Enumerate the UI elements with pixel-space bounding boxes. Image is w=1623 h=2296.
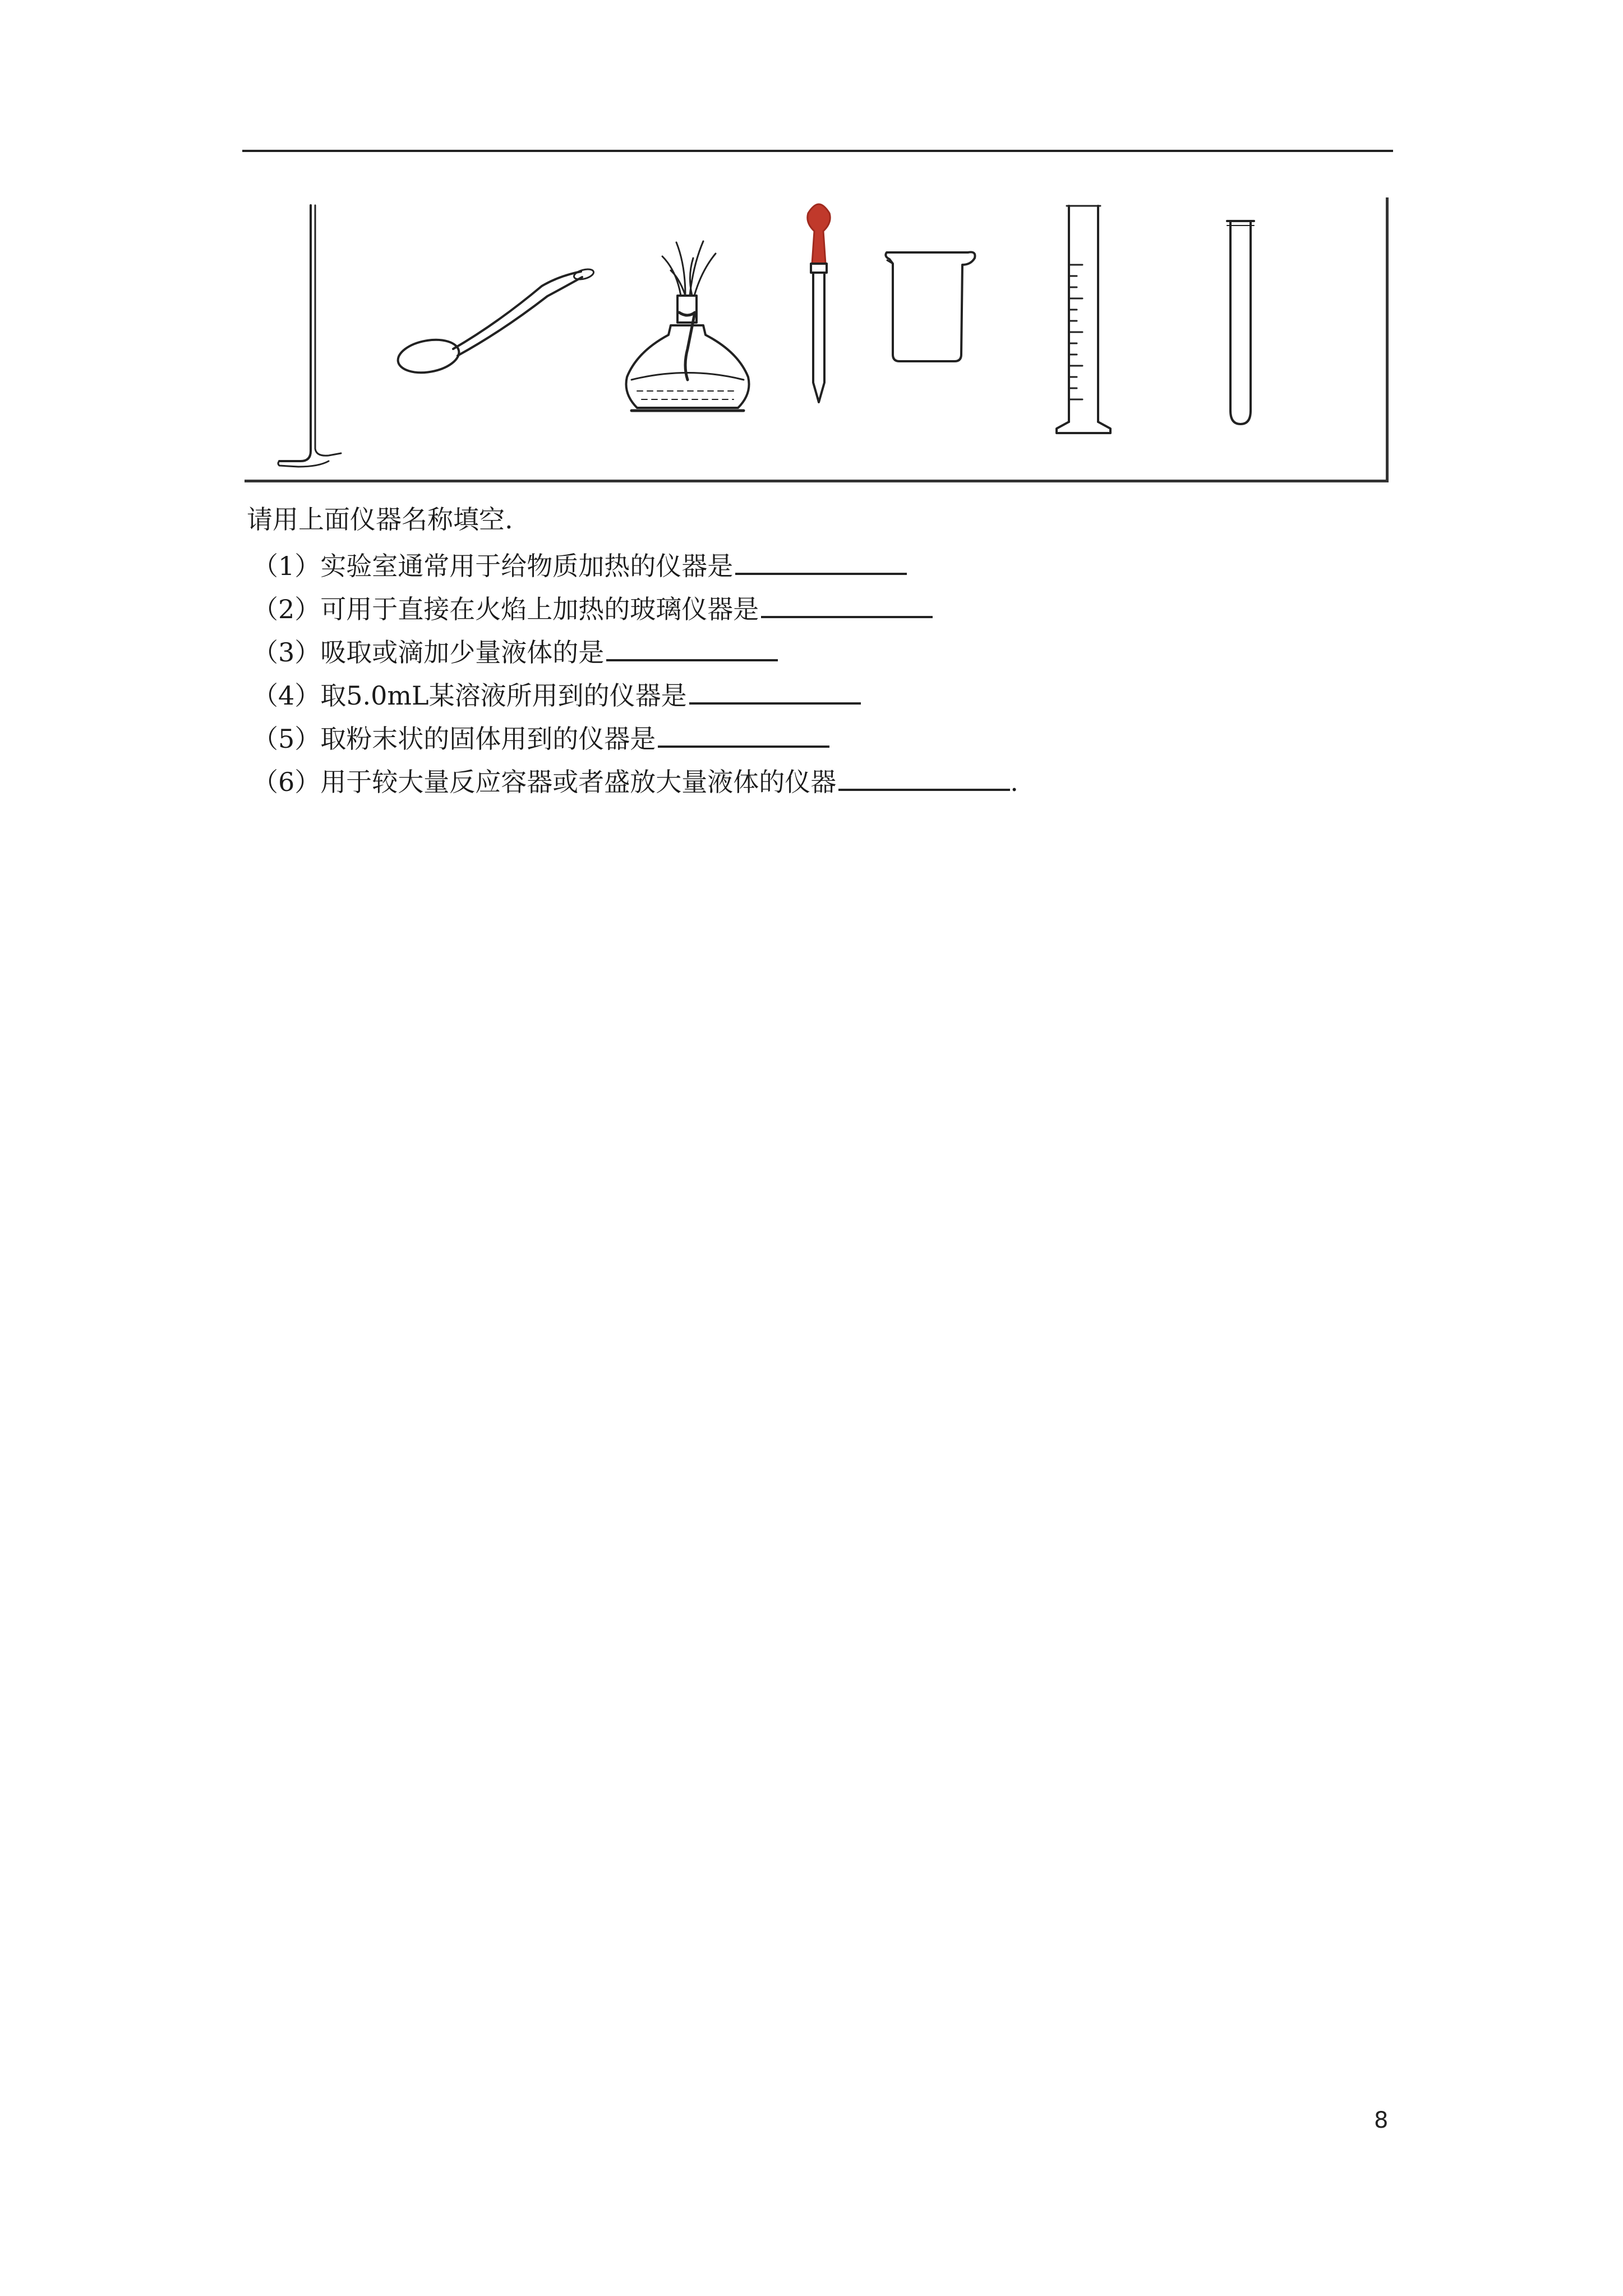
question-number: （3） [252,637,321,668]
dropper-icon [808,204,830,402]
question-number: （6） [252,767,321,797]
header-rule [242,150,1393,152]
apparatus-figure [245,197,1389,482]
answer-blank[interactable] [658,714,829,748]
answer-blank[interactable] [606,628,778,661]
question-number: （5） [252,724,321,754]
medicine-spoon-icon [395,268,594,378]
question-4 [247,671,1391,714]
question-number: （2） [252,594,321,624]
alcohol-lamp-icon [626,241,749,411]
question-2 [247,585,1391,628]
question-text: 可用于直接在火焰上加热的玻璃仪器是 [320,594,759,624]
question-5 [247,714,1391,757]
graduated-cylinder-icon [1057,206,1110,433]
question-suffix: . [1010,767,1018,797]
answer-blank[interactable] [761,585,933,618]
test-tube-icon [1227,221,1254,424]
question-number: （4） [252,680,321,711]
instruction: 请用上面仪器名称填空. [247,504,513,535]
question-1 [247,541,1391,585]
exercise-text [247,498,1391,800]
glass-rod-icon [278,205,341,467]
answer-blank[interactable] [838,757,1010,791]
question-text: 用于较大量反应容器或者盛放大量液体的仪器 [320,767,837,797]
question-text: 吸取或滴加少量液体的是 [320,637,605,668]
question-6 [247,757,1391,800]
beaker-icon [886,252,975,361]
question-3 [247,628,1391,671]
question-text: 取粉末状的固体用到的仪器是 [320,724,656,754]
question-number: （1） [252,551,321,581]
question-text: 取5.0mL某溶液所用到的仪器是 [320,680,687,711]
page-number: 8 [1374,2108,1389,2133]
question-text: 实验室通常用于给物质加热的仪器是 [320,551,734,581]
answer-blank[interactable] [735,541,907,575]
answer-blank[interactable] [689,671,861,705]
